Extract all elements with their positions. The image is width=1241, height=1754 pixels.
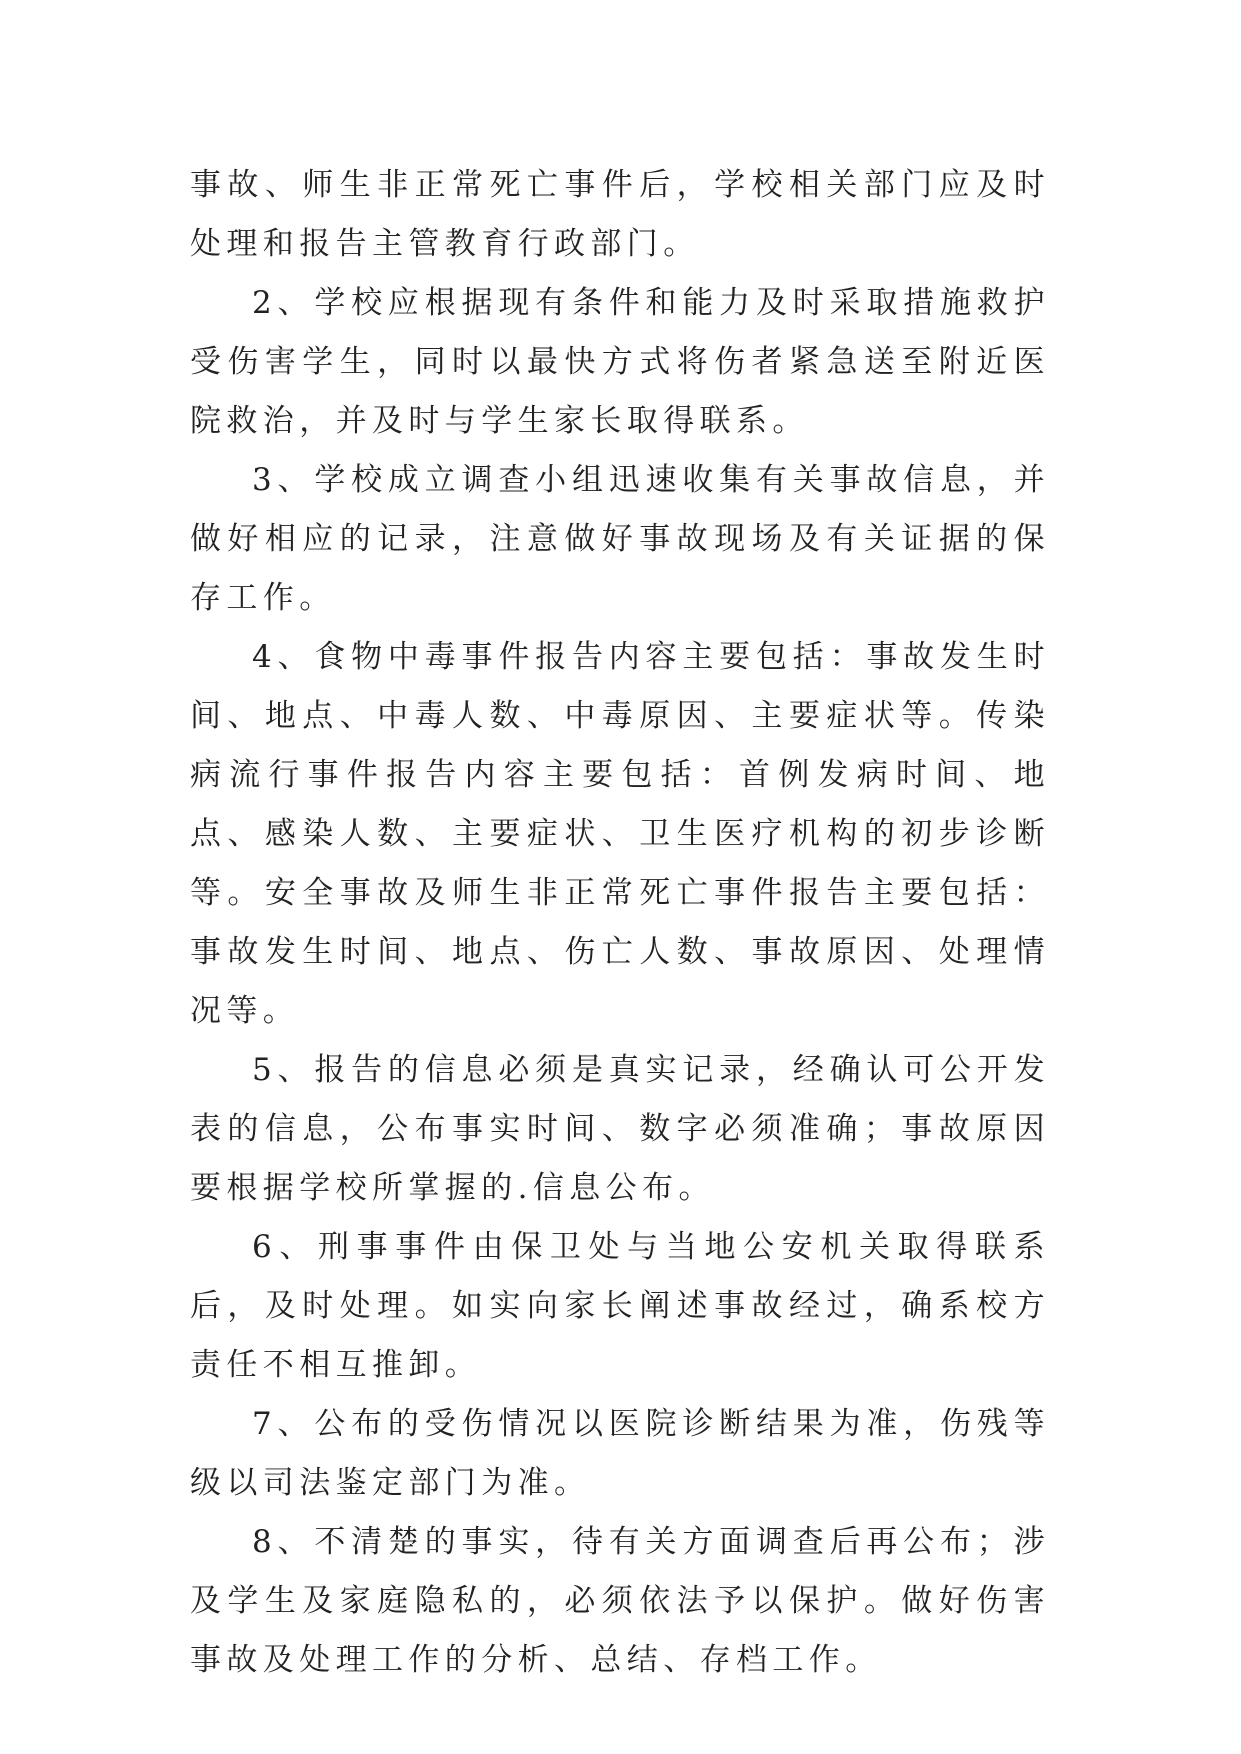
paragraph-item-3: 3、学校成立调查小组迅速收集有关事故信息，并做好相应的记录，注意做好事故现场及有关证据的保存工作。: [190, 462, 1050, 616]
paragraph-item-7: 7、公布的受伤情况以医院诊断结果为准，伤残等级以司法鉴定部门为准。: [190, 1406, 1050, 1501]
paragraph-item-2: 2、学校应根据现有条件和能力及时采取措施救护受伤害学生，同时以最快方式将伤者紧急送至附近医院救治，并及时与学生家长取得联系。: [190, 285, 1050, 439]
paragraph-item-8: 8、不清楚的事实，待有关方面调查后再公布；涉及学生及家庭隐私的，必须依法予以保护。做好伤害事故及处理工作的分析、总结、存档工作。: [190, 1524, 1050, 1678]
paragraph-item-4: 4、食物中毒事件报告内容主要包括：事故发生时间、地点、中毒人数、中毒原因、主要症状等。传染病流行事件报告内容主要包括：首例发病时间、地点、感染人数、主要症状、卫生医疗机构的初步诊断等。安全事故及师生非正常死亡事件报告主要包括：事故发生时间、地点、伤亡人数、事故原因、处理情况等。: [190, 639, 1050, 1029]
document-body: [190, 156, 1050, 1690]
paragraph-item-5: 5、报告的信息必须是真实记录，经确认可公开发表的信息，公布事实时间、数字必须准确；事故原因要根据学校所掌握的.信息公布。: [190, 1052, 1050, 1206]
paragraph-continuation: 事故、师生非正常死亡事件后，学校相关部门应及时处理和报告主管教育行政部门。: [190, 167, 1050, 262]
paragraph-item-6: 6、刑事事件由保卫处与当地公安机关取得联系后，及时处理。如实向家长阐述事故经过，确系校方责任不相互推卸。: [190, 1229, 1050, 1383]
